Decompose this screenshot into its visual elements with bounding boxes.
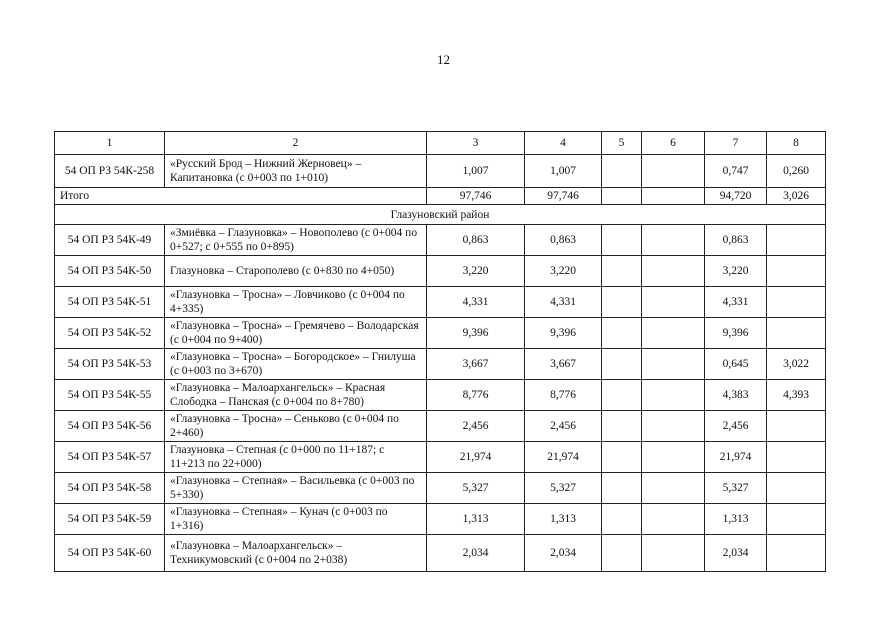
table-row — [55, 411, 826, 442]
value-c6 — [642, 225, 705, 256]
value-c4: 3,220 — [525, 256, 602, 287]
road-name: «Русский Брод – Нижний Жерновец» – Капитановка (с 0+003 по 1+010) — [165, 155, 427, 188]
value-c8: 4,393 — [767, 380, 826, 411]
value-c7: 0,747 — [705, 155, 767, 188]
district-label: Глазуновский район — [55, 205, 826, 225]
road-name: «Глазуновка – Степная» – Кунач (с 0+003 по 1+316) — [165, 504, 427, 535]
value-c5 — [602, 442, 642, 473]
table-body — [55, 132, 826, 572]
total-value-c6 — [642, 188, 705, 205]
value-c4: 1,007 — [525, 155, 602, 188]
header-cell: 2 — [165, 132, 427, 155]
value-c5 — [602, 287, 642, 318]
value-c4: 8,776 — [525, 380, 602, 411]
value-c7: 4,383 — [705, 380, 767, 411]
value-c8 — [767, 411, 826, 442]
total-value-c7: 94,720 — [705, 188, 767, 205]
value-c4: 2,034 — [525, 535, 602, 572]
value-c8 — [767, 504, 826, 535]
value-c3: 21,974 — [427, 442, 525, 473]
header-cell: 3 — [427, 132, 525, 155]
road-code: 54 ОП РЗ 54К-57 — [55, 442, 165, 473]
road-code: 54 ОП РЗ 54К-60 — [55, 535, 165, 572]
value-c5 — [602, 380, 642, 411]
value-c3: 8,776 — [427, 380, 525, 411]
total-row — [55, 188, 826, 205]
table-row — [55, 349, 826, 380]
value-c5 — [602, 473, 642, 504]
road-name: Глазуновка – Старополево (с 0+830 по 4+050) — [165, 256, 427, 287]
value-c6 — [642, 256, 705, 287]
total-value-c4: 97,746 — [525, 188, 602, 205]
value-c3: 2,034 — [427, 535, 525, 572]
value-c6 — [642, 442, 705, 473]
total-value-c8: 3,026 — [767, 188, 826, 205]
value-c5 — [602, 256, 642, 287]
value-c3: 1,007 — [427, 155, 525, 188]
table-row — [55, 225, 826, 256]
header-cell: 6 — [642, 132, 705, 155]
road-code: 54 ОП РЗ 54К-258 — [55, 155, 165, 188]
table-header-row — [55, 132, 826, 155]
value-c8 — [767, 256, 826, 287]
value-c3: 5,327 — [427, 473, 525, 504]
value-c5 — [602, 504, 642, 535]
value-c3: 2,456 — [427, 411, 525, 442]
header-cell: 7 — [705, 132, 767, 155]
value-c6 — [642, 473, 705, 504]
road-name: «Глазуновка – Тросна» – Гремячево – Володарская (с 0+004 по 9+400) — [165, 318, 427, 349]
value-c6 — [642, 318, 705, 349]
value-c8: 3,022 — [767, 349, 826, 380]
header-cell: 5 — [602, 132, 642, 155]
road-name: Глазуновка – Степная (с 0+000 по 11+187; с 11+213 по 22+000) — [165, 442, 427, 473]
value-c4: 4,331 — [525, 287, 602, 318]
value-c7: 4,331 — [705, 287, 767, 318]
value-c3: 9,396 — [427, 318, 525, 349]
header-cell: 8 — [767, 132, 826, 155]
road-table — [54, 131, 826, 572]
road-code: 54 ОП РЗ 54К-59 — [55, 504, 165, 535]
header-cell: 4 — [525, 132, 602, 155]
value-c5 — [602, 225, 642, 256]
road-name: «Змиёвка – Глазуновка» – Новополево (с 0+004 по 0+527; с 0+555 по 0+895) — [165, 225, 427, 256]
road-code: 54 ОП РЗ 54К-56 — [55, 411, 165, 442]
road-code: 54 ОП РЗ 54К-58 — [55, 473, 165, 504]
value-c8 — [767, 318, 826, 349]
table-row — [55, 473, 826, 504]
page-number: 12 — [437, 52, 450, 67]
table-row — [55, 155, 826, 188]
table-row — [55, 256, 826, 287]
road-name: «Глазуновка – Тросна» – Сеньково (с 0+004 по 2+460) — [165, 411, 427, 442]
value-c7: 0,863 — [705, 225, 767, 256]
value-c4: 9,396 — [525, 318, 602, 349]
value-c6 — [642, 287, 705, 318]
value-c8 — [767, 442, 826, 473]
value-c5 — [602, 535, 642, 572]
value-c3: 3,667 — [427, 349, 525, 380]
table-row — [55, 287, 826, 318]
table-row — [55, 504, 826, 535]
value-c4: 5,327 — [525, 473, 602, 504]
road-code: 54 ОП РЗ 54К-52 — [55, 318, 165, 349]
value-c4: 0,863 — [525, 225, 602, 256]
table-row — [55, 442, 826, 473]
value-c8: 0,260 — [767, 155, 826, 188]
road-code: 54 ОП РЗ 54К-50 — [55, 256, 165, 287]
value-c7: 5,327 — [705, 473, 767, 504]
district-row — [55, 205, 826, 225]
road-name: «Глазуновка – Степная» – Васильевка (с 0+003 по 5+330) — [165, 473, 427, 504]
road-code: 54 ОП РЗ 54К-51 — [55, 287, 165, 318]
value-c8 — [767, 535, 826, 572]
value-c6 — [642, 411, 705, 442]
value-c6 — [642, 155, 705, 188]
value-c6 — [642, 380, 705, 411]
road-name: «Глазуновка – Малоархангельск» – Красная Слободка – Панская (с 0+004 по 8+780) — [165, 380, 427, 411]
value-c6 — [642, 535, 705, 572]
value-c3: 3,220 — [427, 256, 525, 287]
value-c5 — [602, 411, 642, 442]
road-name: «Глазуновка – Малоархангельск» – Техникумовский (с 0+004 по 2+038) — [165, 535, 427, 572]
value-c7: 2,456 — [705, 411, 767, 442]
value-c7: 1,313 — [705, 504, 767, 535]
value-c8 — [767, 287, 826, 318]
value-c3: 4,331 — [427, 287, 525, 318]
road-name: «Глазуновка – Тросна» – Богородское» – Гнилуша (с 0+003 по 3+670) — [165, 349, 427, 380]
value-c8 — [767, 225, 826, 256]
value-c4: 21,974 — [525, 442, 602, 473]
value-c7: 0,645 — [705, 349, 767, 380]
value-c4: 2,456 — [525, 411, 602, 442]
value-c4: 1,313 — [525, 504, 602, 535]
road-name: «Глазуновка – Тросна» – Ловчиково (с 0+004 по 4+335) — [165, 287, 427, 318]
value-c7: 9,396 — [705, 318, 767, 349]
value-c3: 0,863 — [427, 225, 525, 256]
road-code: 54 ОП РЗ 54К-49 — [55, 225, 165, 256]
value-c6 — [642, 349, 705, 380]
value-c4: 3,667 — [525, 349, 602, 380]
header-cell: 1 — [55, 132, 165, 155]
road-code: 54 ОП РЗ 54К-53 — [55, 349, 165, 380]
total-label: Итого — [55, 188, 427, 205]
value-c5 — [602, 155, 642, 188]
value-c8 — [767, 473, 826, 504]
table-row — [55, 318, 826, 349]
total-value-c5 — [602, 188, 642, 205]
value-c6 — [642, 504, 705, 535]
value-c5 — [602, 349, 642, 380]
table-row — [55, 535, 826, 572]
total-value-c3: 97,746 — [427, 188, 525, 205]
table-row — [55, 380, 826, 411]
road-code: 54 ОП РЗ 54К-55 — [55, 380, 165, 411]
value-c3: 1,313 — [427, 504, 525, 535]
value-c7: 3,220 — [705, 256, 767, 287]
value-c7: 21,974 — [705, 442, 767, 473]
value-c7: 2,034 — [705, 535, 767, 572]
value-c5 — [602, 318, 642, 349]
